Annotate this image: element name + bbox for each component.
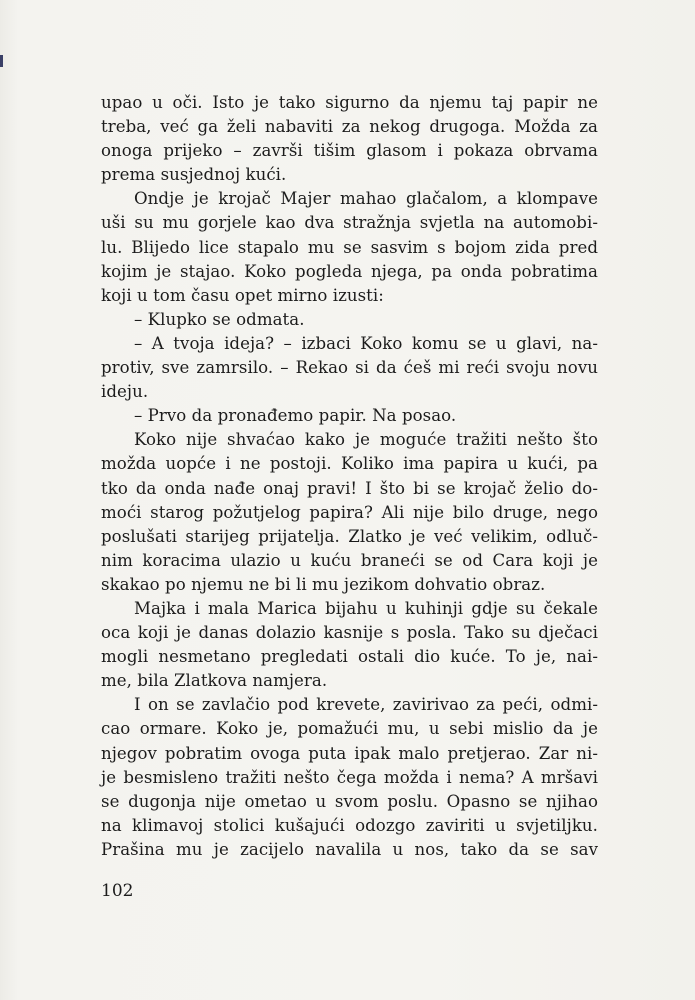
text-line: protiv, sve zamrsilo. – Rekao si da ćeš mi reći svoju novu (101, 358, 598, 378)
text-line: na klimavoj stolici kušajući odozgo zaviriti u svjetiljku. (101, 815, 598, 835)
text-line: nim koracima ulazio u kuću braneći se od Cara koji je (101, 550, 598, 570)
text-line: – A tvoja ideja? – izbaci Koko komu se u glavi, na- (134, 333, 598, 353)
text-line: tko da onda nađe onaj pravi! I što bi se krojač želio do- (101, 478, 598, 498)
text-line: ideju. (101, 382, 149, 402)
text-line: Majka i mala Marica bijahu u kuhinji gdje su čekale (134, 598, 598, 618)
text-line: treba, već ga želi nabaviti za nekog drugoga. Možda za (101, 117, 598, 137)
text-line: se dugonja nije ometao u svom poslu. Opasno se njihao (101, 791, 598, 811)
text-line: cao ormare. Koko je, pomažući mu, u sebi mislio da je (101, 719, 598, 739)
text-line: poslušati starijeg prijatelja. Zlatko je već velikim, odluč- (101, 526, 598, 546)
page-number: 102 (101, 881, 134, 901)
text-line: uši su mu gorjele kao dva stražnja svjetla na automobi- (101, 213, 598, 233)
text-line: prema susjednoj kući. (101, 165, 287, 185)
text-line: me, bila Zlatkova namjera. (101, 671, 328, 691)
text-line: I on se zavlačio pod krevete, zavirivao za peći, odmi- (134, 695, 598, 715)
text-line: možda uopće i ne postoji. Koliko ima papira u kući, pa (101, 454, 598, 474)
text-line: njegov pobratim ovoga puta ipak malo pretjerao. Zar ni- (101, 743, 598, 763)
text-line: skakao po njemu ne bi li mu jezikom dohvatio obraz. (101, 574, 546, 594)
text-line: – Klupko se odmata. (134, 309, 305, 329)
text-line: moći starog požutjelog papira? Ali nije bilo druge, nego (101, 502, 598, 522)
text-line: koji u tom času opet mirno izusti: (101, 285, 384, 305)
text-line: oca koji je danas dolazio kasnije s posla. Tako su dječaci (101, 623, 598, 643)
text-line: mogli nesmetano pregledati ostali dio kuće. To je, nai- (101, 647, 598, 667)
text-line: – Prvo da pronađemo papir. Na posao. (134, 406, 457, 426)
page-edge-mark (0, 55, 3, 67)
text-line: upao u oči. Isto je tako sigurno da njemu taj papir ne (101, 93, 598, 112)
text-line: Ondje je krojač Majer mahao glačalom, a klompave (134, 189, 598, 209)
text-line: je besmisleno tražiti nešto čega možda i nema? A mršavi (101, 767, 598, 787)
text-line: Koko nije shvaćao kako je moguće tražiti nešto što (134, 430, 598, 450)
text-line: kojim je stajao. Koko pogleda njega, pa onda pobratima (101, 261, 598, 281)
body-text (101, 91, 598, 862)
text-line: onoga prijeko – završi tišim glasom i pokaza obrvama (101, 141, 598, 161)
text-line: Prašina mu je zacijelo navalila u nos, tako da se sav (101, 839, 598, 859)
text-line: lu. Blijedo lice stapalo mu se sasvim s bojom zida pred (101, 237, 598, 257)
